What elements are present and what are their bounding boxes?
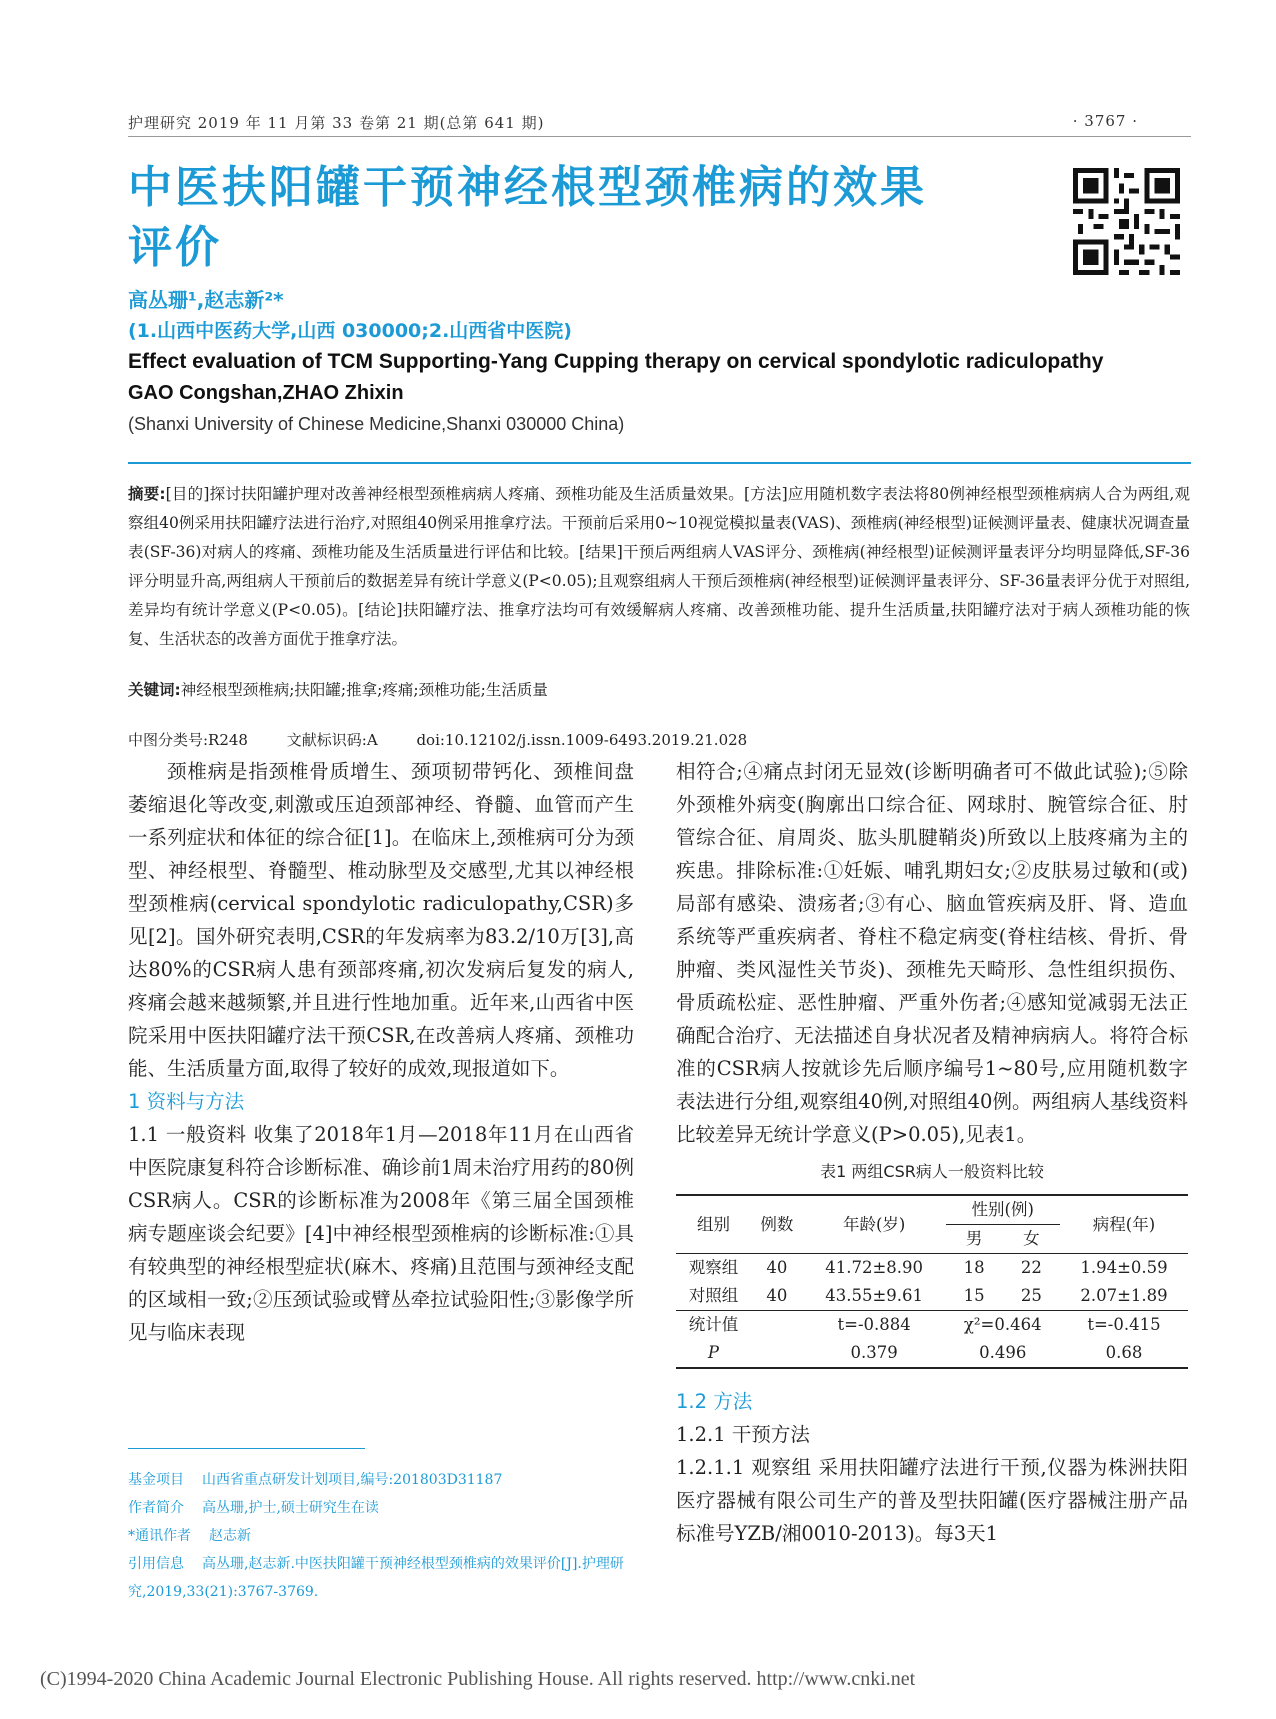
table-subheader: 女 <box>1023 1229 1040 1248</box>
section-heading-1: 1 资料与方法 <box>128 1090 245 1113</box>
title-line-2: 评价 <box>128 222 222 273</box>
baseline-table <box>676 1194 1188 1369</box>
authors-cn: 高丛珊¹,赵志新²* <box>128 288 284 312</box>
table-cell: 观察组 <box>676 1254 751 1283</box>
table-cell: 0.496 <box>946 1339 1060 1368</box>
section-heading-1-2-1: 1.2.1 干预方法 <box>676 1423 810 1446</box>
title-line-1: 中医扶阳罐干预神经根型颈椎病的效果 <box>128 162 927 213</box>
footnotes <box>128 1466 648 1606</box>
table-header: 性别(例) <box>946 1195 1060 1225</box>
table-cell: t=-0.884 <box>803 1311 946 1340</box>
footnote-author-bio: 作者简介 高丛珊,护士,硕士研究生在读 <box>128 1500 379 1516</box>
body-left-column <box>128 755 634 1349</box>
table-header: 年龄(岁) <box>803 1195 946 1254</box>
english-authors: GAO Congshan,ZHAO Zhixin <box>128 382 404 404</box>
general-data-paragraph: 1.1 一般资料 收集了2018年1月—2018年11月在山西省中医院康复科符合诊断标准、确诊前1周未治疗用药的80例CSR病人。CSR的诊断标准为2008年《第三届全国颈椎病专题座谈会纪要》[4]中神经根型颈椎病的诊断标准:①具有较典型的神经根型症状(麻木、疼痛)且范围与颈神经支配的区域相一致;②压颈试验或臂丛牵拉试验阳性;③影像学所见与临床表现 <box>128 1123 634 1344</box>
journal-citation: 护理研究 2019 年 11 月第 33 卷第 21 期(总第 641 期) <box>128 114 545 132</box>
english-title: Effect evaluation of TCM Supporting-Yang Cupping therapy on cervical spondylotic radiculopathy <box>128 350 1104 373</box>
section-heading-1-2: 1.2 方法 <box>676 1390 753 1413</box>
intro-paragraph: 颈椎病是指颈椎骨质增生、颈项韧带钙化、颈椎间盘萎缩退化等改变,刺激或压迫颈部神经、脊髓、血管而产生一系列症状和体征的综合征[1]。在临床上,颈椎病可分为颈型、神经根型、脊髓型、椎动脉型及交感型,尤其以神经根型颈椎病(cervical spondylotic radiculopathy,CSR)多见[2]。国外研究表明,CSR的年发病率为83.2/10万[3],高达80%的CSR病人患有颈部疼痛,初次发病后复发的病人,疼痛会越来越频繁,并且进行性地加重。近年来,山西省中医院采用中医扶阳罐疗法干预CSR,在改善病人疼痛、颈椎功能、生活质量方面,取得了较好的成效,现报道如下。 <box>128 760 634 1080</box>
classification-line <box>128 729 1190 750</box>
table-subheader: 男 <box>965 1229 983 1248</box>
abstract <box>128 480 1190 654</box>
footnote-rule <box>128 1448 365 1449</box>
copyright-notice: (C)1994-2020 China Academic Journal Electronic Publishing House. All rights reserved. http://www.cnki.net <box>40 1668 916 1690</box>
table-cell: χ²=0.464 <box>946 1311 1060 1340</box>
table-caption: 表1 两组CSR病人一般资料比较 <box>820 1162 1044 1181</box>
article-title <box>128 158 988 278</box>
table-cell: 40 <box>766 1286 788 1305</box>
table-cell: 25 <box>1020 1286 1042 1305</box>
table-header: 病程(年) <box>1060 1195 1188 1254</box>
affiliation-cn: (1.山西中医药大学,山西 030000;2.山西省中医院) <box>128 320 572 342</box>
table-cell: 22 <box>1003 1254 1060 1283</box>
table-cell: 1.94±0.59 <box>1060 1254 1188 1283</box>
footnote-funding: 基金项目 山西省重点研发计划项目,编号:201803D31187 <box>128 1472 503 1488</box>
table-cell: 对照组 <box>688 1286 739 1305</box>
table-cell: 0.379 <box>803 1339 946 1368</box>
abstract-text: [目的]探讨扶阳罐护理对改善神经根型颈椎病病人疼痛、颈椎功能及生活质量效果。[方法]应用随机数字表法将80例神经根型颈椎病病人合为两组,观察组40例采用扶阳罐疗法进行治疗,对照组40例采用推拿疗法。干预前后采用0~10视觉模拟量表(VAS)、颈椎病(神经根型)证候测评量表、健康状况调查量表(SF-36)对病人的疼痛、颈椎功能及生活质量进行评估和比较。[结果]干预后两组病人VAS评分、颈椎病(神经根型)证候测评量表评分均明显降低,SF-36评分明显升高,两组病人干预前后的数据差异有统计学意义(P<0.05);且观察组病人干预后颈椎病(神经根型)证候测评量表评分、SF-36量表评分优于对照组,差异均有统计学意义(P<0.05)。[结论]扶阳罐疗法、推拿疗法均可有效缓解病人疼痛、改善颈椎功能、提升生活质量,扶阳罐疗法对于病人颈椎功能的恢复、生活状态的改善方面优于推拿疗法。 <box>128 485 1191 648</box>
method-paragraph: 1.2.1.1 观察组 采用扶阳罐疗法进行干预,仪器为株洲扶阳医疗器械有限公司生产的普及型扶阳罐(医疗器械注册产品标准号YZB/湘0010-2013)。每3天1 <box>676 1456 1188 1545</box>
clc-number: 中图分类号:R248 <box>128 731 248 749</box>
table-cell: 统计值 <box>676 1311 751 1340</box>
table-cell: 15 <box>963 1286 985 1305</box>
keywords-text: 神经根型颈椎病;扶阳罐;推拿;疼痛;颈椎功能;生活质量 <box>180 681 548 699</box>
running-header <box>128 112 1148 133</box>
criteria-paragraph: 相符合;④痛点封闭无显效(诊断明确者可不做此试验);⑤除外颈椎外病变(胸廓出口综合征、网球肘、腕管综合征、肘管综合征、肩周炎、肱头肌腱鞘炎)所致以上肢疼痛为主的疾患。排除标准:①妊娠、哺乳期妇女;②皮肤易过敏和(或)局部有感染、溃疡者;③有心、脑血管疾病及肝、肾、造血系统等严重疾病者、脊柱不稳定病变(脊柱结核、骨折、骨肿瘤、类风湿性关节炎)、颈椎先天畸形、急性组织损伤、骨质疏松症、恶性肿瘤、严重外伤者;④感知觉减弱无法正确配合治疗、无法描述自身状况者及精神病病人。将符合标准的CSR病人按就诊先后顺序编号1~80号,应用随机数字表法进行分组,观察组40例,对照组40例。两组病人基线资料比较差异无统计学意义(P>0.05),见表1。 <box>676 760 1188 1146</box>
table-cell: t=-0.415 <box>1060 1311 1188 1340</box>
footnote-corresponding: *通讯作者 赵志新 <box>128 1528 251 1544</box>
table-row <box>676 1254 1188 1283</box>
page-number: · 3767 · <box>1072 112 1138 130</box>
document-code: 文献标识码:A <box>286 731 378 749</box>
table-cell: 18 <box>946 1254 1003 1283</box>
table-cell <box>751 1311 803 1340</box>
table-row <box>676 1339 1188 1368</box>
table-cell: P <box>676 1339 751 1368</box>
table-cell: 43.55±9.61 <box>825 1286 924 1305</box>
table-cell: 2.07±1.89 <box>1080 1286 1168 1305</box>
english-affiliation: (Shanxi University of Chinese Medicine,Shanxi 030000 China) <box>128 414 625 434</box>
table-row <box>676 1311 1188 1340</box>
table-cell: 41.72±8.90 <box>803 1254 946 1283</box>
abstract-label: 摘要: <box>128 485 166 503</box>
table-header: 组别 <box>676 1195 751 1254</box>
table-row <box>676 1282 1188 1311</box>
keywords <box>128 678 548 700</box>
table-cell <box>751 1339 803 1368</box>
table-cell: 40 <box>751 1254 803 1283</box>
abstract-rule <box>128 462 1191 464</box>
table-cell: 0.68 <box>1060 1339 1188 1368</box>
table-header: 例数 <box>751 1195 803 1254</box>
doi: doi:10.12102/j.issn.1009-6493.2019.21.028 <box>416 731 748 749</box>
header-rule <box>128 136 1191 137</box>
keywords-label: 关键词: <box>128 681 181 699</box>
body-right-column <box>676 755 1188 1550</box>
qr-code-icon <box>1073 168 1180 275</box>
footnote-citation: 引用信息 高丛珊,赵志新.中医扶阳罐干预神经根型颈椎病的效果评价[J].护理研究,2019,33(21):3767-3769. <box>128 1556 624 1600</box>
